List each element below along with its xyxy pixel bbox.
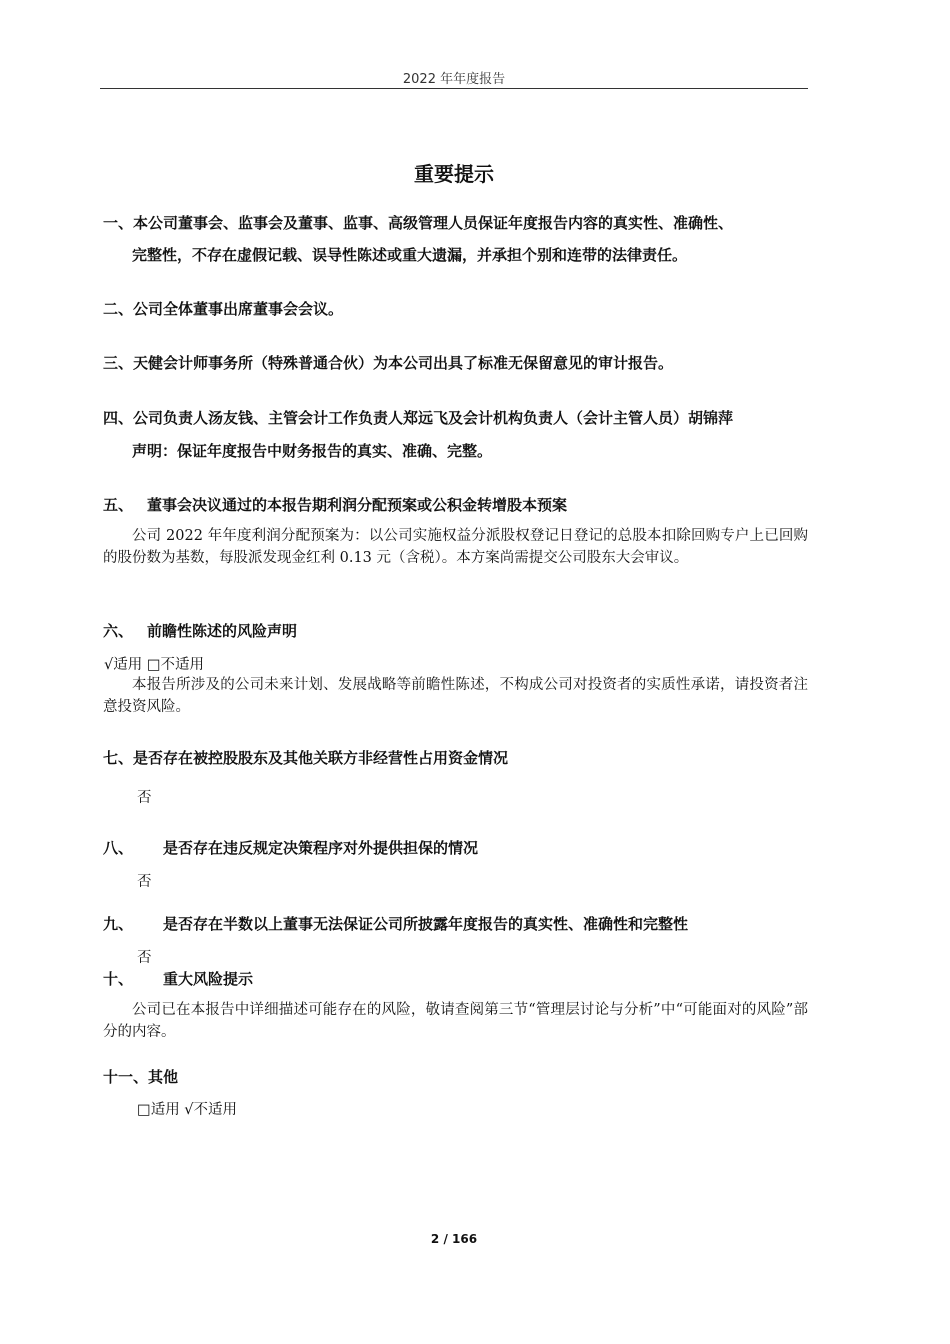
item-9-heading bbox=[103, 913, 688, 934]
header-divider bbox=[100, 88, 808, 89]
item-6-heading bbox=[103, 620, 297, 641]
item-4-line-1: 四、公司负责人汤友钱、主管会计工作负责人郑远飞及会计机构负责人（会计主管人员）胡锦萍 bbox=[103, 409, 734, 427]
item-7-answer: 否 bbox=[137, 790, 152, 806]
item-5-title: 董事会决议通过的本报告期利润分配预案或公积金转增股本预案 bbox=[147, 496, 568, 514]
item-5-heading bbox=[103, 494, 567, 515]
item-8-number: 八、 bbox=[103, 839, 134, 857]
item-9-number: 九、 bbox=[103, 915, 134, 933]
item-10-heading bbox=[103, 968, 253, 989]
item-11: 十一、其他 bbox=[103, 1068, 179, 1086]
item-2: 二、公司全体董事出席董事会会议。 bbox=[103, 300, 344, 318]
item-10-body: 公司已在本报告中详细描述可能存在的风险，敬请查阅第三节“管理层讨论与分析”中“可能面对的风险”部分的内容。 bbox=[103, 1002, 808, 1040]
item-8-title: 是否存在违反规定决策程序对外提供担保的情况 bbox=[163, 839, 479, 857]
item-6-title: 前瞻性陈述的风险声明 bbox=[147, 622, 298, 640]
item-10-number: 十、 bbox=[103, 970, 134, 988]
page-number: 2 / 166 bbox=[430, 1232, 478, 1246]
item-6-applicable: √适用 □不适用 bbox=[104, 657, 205, 673]
item-5-body: 公司 2022 年年度利润分配预案为：以公司实施权益分派股权登记日登记的总股本扣除回购专户上已回购的股份数为基数，每股派发现金红利 0.13 元（含税）。本方案尚需提交公司股东大会审议。 bbox=[103, 528, 808, 566]
item-11-applicable: □适用 √不适用 bbox=[137, 1102, 238, 1118]
item-8-answer: 否 bbox=[137, 874, 152, 890]
item-1-line-2: 完整性，不存在虚假记载、误导性陈述或重大遗漏，并承担个别和连带的法律责任。 bbox=[132, 246, 688, 264]
item-6-number: 六、 bbox=[103, 622, 134, 640]
item-3: 三、天健会计师事务所（特殊普通合伙）为本公司出具了标准无保留意见的审计报告。 bbox=[103, 354, 674, 372]
item-1-line-1: 一、本公司董事会、监事会及董事、监事、高级管理人员保证年度报告内容的真实性、准确性、 bbox=[103, 214, 734, 232]
page-title: 重要提示 bbox=[414, 162, 494, 186]
item-9-title: 是否存在半数以上董事无法保证公司所披露年度报告的真实性、准确性和完整性 bbox=[163, 915, 689, 933]
item-9-answer: 否 bbox=[137, 950, 152, 966]
item-4-line-2: 声明：保证年度报告中财务报告的真实、准确、完整。 bbox=[132, 442, 493, 460]
item-7: 七、是否存在被控股股东及其他关联方非经营性占用资金情况 bbox=[103, 749, 509, 767]
item-10-title: 重大风险提示 bbox=[163, 970, 254, 988]
item-8-heading bbox=[103, 837, 478, 858]
item-5-number: 五、 bbox=[103, 496, 134, 514]
item-6-body: 本报告所涉及的公司未来计划、发展战略等前瞻性陈述，不构成公司对投资者的实质性承诺，请投资者注意投资风险。 bbox=[103, 677, 808, 715]
report-header-title: 2022 年年度报告 bbox=[402, 72, 506, 87]
